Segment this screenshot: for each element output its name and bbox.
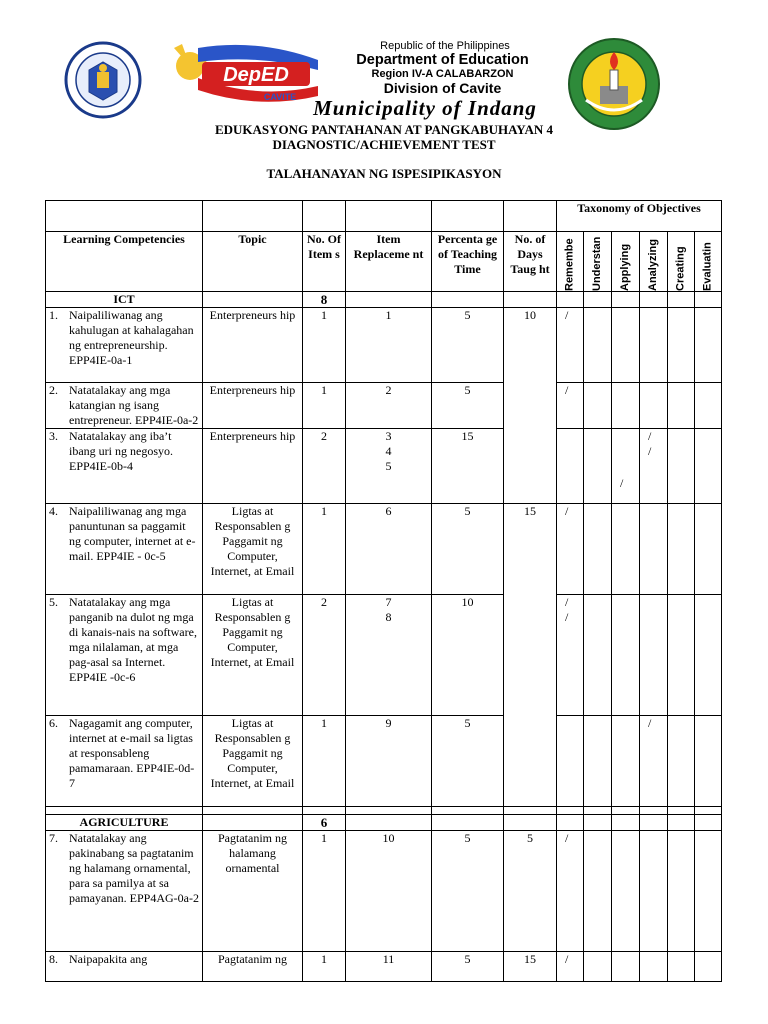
competency-text: Naipapakita ang (69, 952, 148, 966)
competency-number: 7. (49, 831, 58, 845)
items-cell: 1 (303, 308, 346, 383)
taxonomy-evaluating-header: Evaluatin (695, 232, 722, 292)
table-row (46, 831, 722, 952)
taxonomy-mark-cell (640, 831, 668, 952)
taxonomy-mark-cell (612, 429, 640, 504)
department-line: Department of Education (356, 52, 529, 68)
table-row (46, 595, 722, 716)
test-title: DIAGNOSTIC/ACHIEVEMENT TEST (272, 137, 496, 152)
percentage-cell: 5 (432, 383, 504, 429)
svg-text:CAVITE: CAVITE (263, 92, 297, 102)
competency-number: 8. (49, 952, 58, 966)
percentage-cell: 5 (432, 504, 504, 595)
competency-cell (46, 952, 203, 982)
days-cell: 15 (504, 952, 557, 982)
competency-text: Nagagamit ang computer, internet at e-mail sa ligtas at responsableng pamamaraan. EPP4IE-0d- 7 (69, 716, 195, 790)
deped-seal-icon (45, 40, 165, 120)
items-header: No. Of Item s (303, 232, 346, 292)
taxonomy-mark-cell (584, 716, 612, 807)
placement-number: 8 (385, 610, 392, 624)
check-mark: / (620, 476, 624, 490)
placement-number: 5 (385, 459, 392, 473)
topic-cell: Pagtatanim ng (203, 952, 303, 982)
taxonomy-mark-cell (557, 952, 584, 982)
section-spacer-row (46, 807, 722, 815)
items-cell: 1 (303, 831, 346, 952)
placement-number: 7 (385, 595, 392, 609)
topic-cell: Enterpreneurs hip (203, 383, 303, 429)
check-mark: / (648, 444, 652, 458)
taxonomy-mark-cell (557, 831, 584, 952)
taxonomy-mark-cell (668, 716, 695, 807)
topic-cell: Ligtas at Responsablen g Paggamit ng Computer, Internet, at Email (203, 595, 303, 716)
region-line: Region IV-A CALABARZON (371, 68, 514, 80)
taxonomy-mark-cell (557, 504, 584, 595)
check-mark: / (565, 952, 569, 966)
taxonomy-mark-cell (640, 383, 668, 429)
competency-cell (46, 504, 203, 595)
taxonomy-mark-cell (668, 595, 695, 716)
check-mark: / (565, 595, 569, 609)
percentage-cell: 10 (432, 595, 504, 716)
check-mark: / (648, 429, 652, 443)
taxonomy-mark-cell (584, 504, 612, 595)
table-row (46, 716, 722, 807)
taxonomy-mark-cell (695, 831, 722, 952)
taxonomy-mark-cell (695, 595, 722, 716)
competency-text: Naipaliliwanag ang kahulugan at kahalagahan ng entrepreneurship. EPP4IE-0a-1 (69, 308, 194, 367)
competency-number: 1. (49, 308, 58, 322)
division-line: Division of Cavite (383, 80, 502, 96)
document-header (0, 0, 768, 181)
placement-cell (346, 383, 432, 429)
taxonomy-mark-cell (695, 308, 722, 383)
topic-header: Topic (203, 232, 303, 292)
days-header: No. of Days Taug ht (504, 232, 557, 292)
specification-table (45, 200, 722, 982)
taxonomy-creating-header: Creating (668, 232, 695, 292)
check-mark: / (565, 504, 569, 518)
percentage-cell: 5 (432, 831, 504, 952)
items-cell: 1 (303, 952, 346, 982)
taxonomy-applying-header: Applying (612, 232, 640, 292)
taxonomy-mark-cell (668, 383, 695, 429)
taxonomy-mark-cell (612, 831, 640, 952)
check-mark: / (565, 308, 569, 322)
table-row (46, 308, 722, 383)
placement-number: 1 (385, 308, 392, 322)
days-cell: 10 (504, 308, 557, 504)
check-mark: / (565, 831, 569, 845)
table-row (46, 504, 722, 595)
placement-cell (346, 952, 432, 982)
placement-number: 9 (385, 716, 392, 730)
items-cell: 1 (303, 504, 346, 595)
svg-text:DepED: DepED (223, 64, 289, 86)
placement-cell (346, 429, 432, 504)
competency-text: Naipaliliwanag ang mga panuntunan sa paggamit ng computer, internet at e-mail. EPP4IE - 0c-5 (69, 504, 196, 563)
taxonomy-mark-cell (612, 716, 640, 807)
topic-cell: Pagtatanim ng halamang ornamental (203, 831, 303, 952)
taxonomy-mark-cell (640, 308, 668, 383)
check-mark: / (565, 610, 569, 624)
placement-cell (346, 504, 432, 595)
placement-cell (346, 831, 432, 952)
placement-cell (346, 308, 432, 383)
section-items-total: 6 (303, 815, 346, 831)
check-mark: / (565, 383, 569, 397)
section-name: ICT (46, 292, 203, 308)
placement-number: 10 (382, 831, 395, 845)
subject-title: EDUKASYONG PANTAHANAN AT PANGKABUHAYAN 4 (214, 122, 554, 137)
competency-number: 6. (49, 716, 58, 730)
competencies-header: Learning Competencies (46, 232, 203, 292)
table-row (46, 383, 722, 429)
placement-number: 6 (385, 504, 392, 518)
taxonomy-mark-cell (557, 595, 584, 716)
taxonomy-mark-cell (668, 952, 695, 982)
taxonomy-mark-cell (557, 383, 584, 429)
taxonomy-mark-cell (584, 952, 612, 982)
competency-cell (46, 831, 203, 952)
competency-number: 4. (49, 504, 58, 518)
competency-cell (46, 429, 203, 504)
taxonomy-mark-cell (584, 308, 612, 383)
taxonomy-mark-cell (612, 383, 640, 429)
percentage-header: Percenta ge of Teaching Time (432, 232, 504, 292)
percentage-cell: 5 (432, 716, 504, 807)
topic-cell: Ligtas at Responsablen g Paggamit ng Computer, Internet, at Email (203, 716, 303, 807)
municipality-line: Municipality of Indang (313, 96, 537, 120)
taxonomy-mark-cell (640, 429, 668, 504)
competency-cell (46, 716, 203, 807)
taxonomy-mark-cell (640, 716, 668, 807)
taxonomy-mark-cell (612, 504, 640, 595)
taxonomy-mark-cell (668, 831, 695, 952)
republic-line: Republic of the Philippines (380, 40, 510, 52)
competency-text: Natatalakay ang mga katangian ng isang entrepreneur. EPP4IE-0a-2 (69, 383, 199, 427)
taxonomy-mark-cell (584, 831, 612, 952)
taxonomy-mark-cell (640, 595, 668, 716)
taxonomy-mark-cell (668, 429, 695, 504)
taxonomy-mark-cell (668, 504, 695, 595)
taxonomy-mark-cell (612, 308, 640, 383)
items-cell: 1 (303, 716, 346, 807)
days-cell: 5 (504, 831, 557, 952)
taxonomy-mark-cell (584, 595, 612, 716)
table-header-row-top (46, 201, 722, 232)
placement-number: 11 (382, 952, 395, 966)
check-mark: / (648, 716, 652, 730)
competency-number: 2. (49, 383, 58, 397)
taxonomy-mark-cell (640, 504, 668, 595)
competency-cell (46, 383, 203, 429)
indang-seal-icon (566, 36, 662, 132)
taxonomy-mark-cell (695, 383, 722, 429)
taxonomy-mark-cell (695, 952, 722, 982)
taxonomy-mark-cell (695, 429, 722, 504)
taxonomy-mark-cell (668, 308, 695, 383)
taxonomy-mark-cell (557, 308, 584, 383)
placement-number: 4 (385, 444, 392, 458)
competency-text: Natatalakay ang mga panganib na dulot ng mga di kanais-nais na software, mga nilalaman, at mga pag-asal sa Internet. EPP4IE -0c-6 (69, 595, 197, 684)
competency-cell (46, 308, 203, 383)
percentage-cell: 5 (432, 952, 504, 982)
percentage-cell: 15 (432, 429, 504, 504)
items-cell: 2 (303, 429, 346, 504)
placement-number: 3 (385, 429, 392, 443)
taxonomy-mark-cell (695, 716, 722, 807)
taxonomy-mark-cell (640, 952, 668, 982)
taxonomy-mark-cell (612, 595, 640, 716)
taxonomy-analyzing-header: Analyzing (640, 232, 668, 292)
taxonomy-understand-header: Understan (584, 232, 612, 292)
section-row (46, 292, 722, 308)
taxonomy-mark-cell (584, 383, 612, 429)
taxonomy-mark-cell (557, 429, 584, 504)
table-title: TALAHANAYAN NG ISPESIPIKASYON (266, 166, 502, 181)
placement-number: 2 (385, 383, 392, 397)
section-row (46, 815, 722, 831)
competency-cell (46, 595, 203, 716)
table-row (46, 429, 722, 504)
taxonomy-mark-cell (584, 429, 612, 504)
placement-cell (346, 716, 432, 807)
competency-text: Natatalakay ang pakinabang sa pagtatanim ng halamang ornamental, para sa pamilya at sa pamayanan. EPP4AG-0a-2 (69, 831, 199, 905)
days-cell: 15 (504, 504, 557, 807)
competency-number: 3. (49, 429, 58, 443)
taxonomy-mark-cell (612, 952, 640, 982)
competency-text: Natatalakay ang iba’t ibang uri ng negosyo. EPP4IE-0b-4 (69, 429, 173, 473)
table-row (46, 952, 722, 982)
taxonomy-remember-header: Remembe (557, 232, 584, 292)
table-header-row (46, 232, 722, 292)
items-cell: 1 (303, 383, 346, 429)
taxonomy-header: Taxonomy of Objectives (557, 201, 722, 232)
competency-number: 5. (49, 595, 58, 609)
taxonomy-mark-cell (557, 716, 584, 807)
items-cell: 2 (303, 595, 346, 716)
placement-cell (346, 595, 432, 716)
topic-cell: Ligtas at Responsablen g Paggamit ng Computer, Internet, at Email (203, 504, 303, 595)
topic-cell: Enterpreneurs hip (203, 429, 303, 504)
percentage-cell: 5 (432, 308, 504, 383)
section-name: AGRICULTURE (46, 815, 203, 831)
topic-cell: Enterpreneurs hip (203, 308, 303, 383)
section-items-total: 8 (303, 292, 346, 308)
placement-header: Item Replaceme nt (346, 232, 432, 292)
taxonomy-mark-cell (695, 504, 722, 595)
